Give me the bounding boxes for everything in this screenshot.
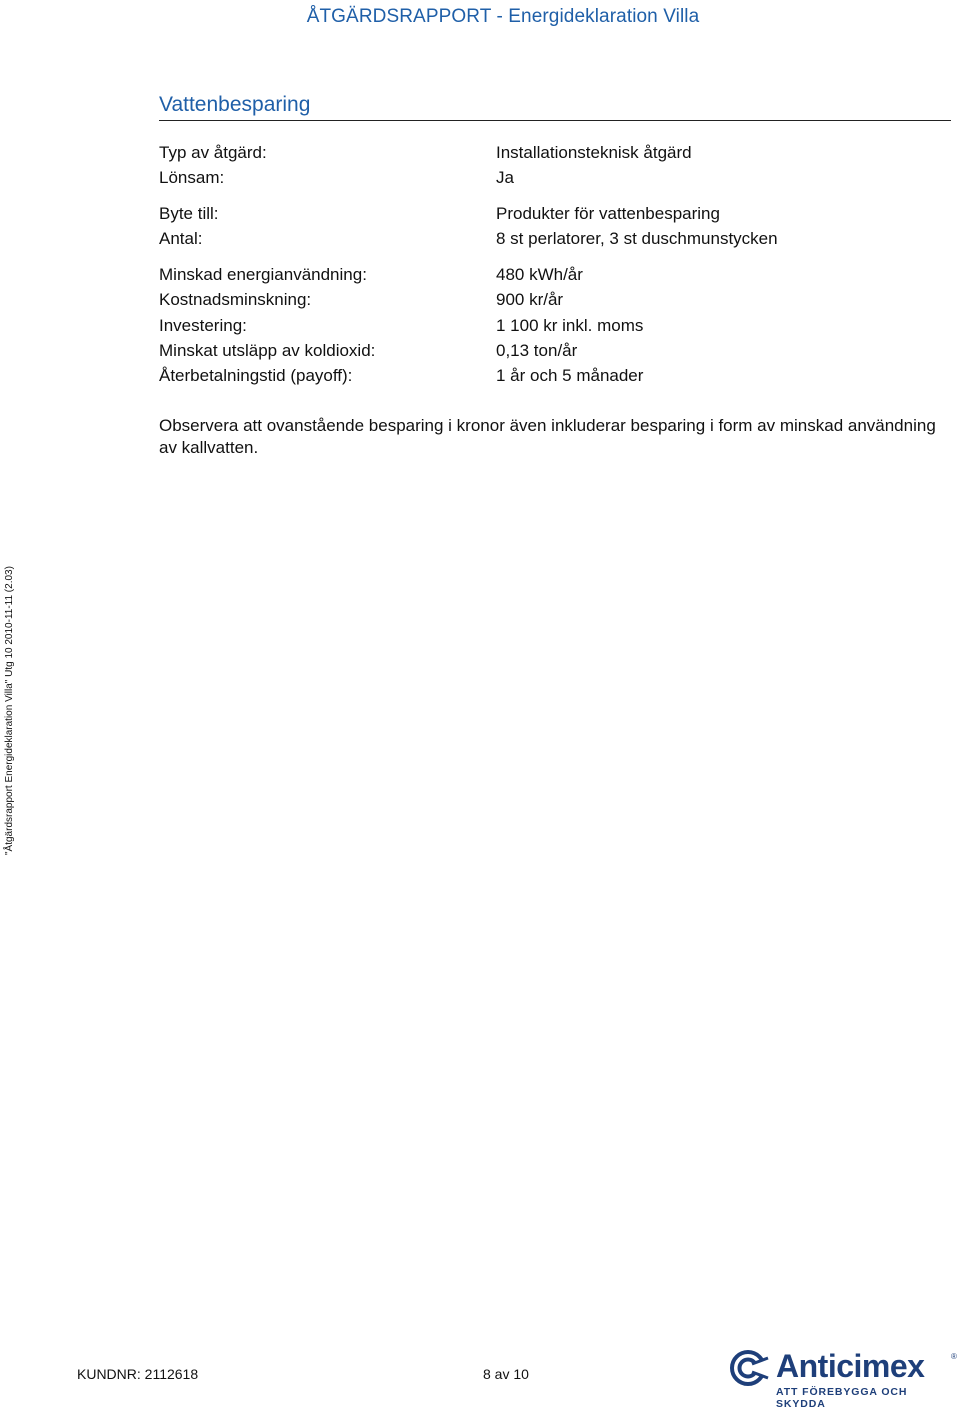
field-value-type: Installationsteknisk åtgärd xyxy=(496,143,692,162)
customer-number: KUNDNR: 2112618 xyxy=(77,1366,199,1382)
anticimex-logo xyxy=(728,1348,958,1410)
field-value-cost-reduction: 900 kr/år xyxy=(496,290,564,309)
field-label-cost-reduction: Kostnadsminskning: xyxy=(159,290,312,309)
side-version-text: "Åtgärdsrapport Energideklaration Villa" Utg 10 2010-11-11 (2.03) xyxy=(4,566,15,855)
page-number: 8 av 10 xyxy=(483,1366,529,1382)
field-label-energy-reduction: Minskad energianvändning: xyxy=(159,265,367,284)
field-value-investment: 1 100 kr inkl. moms xyxy=(496,316,644,335)
section-divider xyxy=(159,120,951,121)
field-label-co2: Minskat utsläpp av koldioxid: xyxy=(159,341,376,360)
report-header-title: ÅTGÄRDSRAPPORT - Energideklaration Villa xyxy=(306,6,700,27)
section-title: Vattenbesparing xyxy=(159,93,311,116)
field-value-co2: 0,13 ton/år xyxy=(496,341,578,360)
field-label-profitable: Lönsam: xyxy=(159,168,225,187)
field-value-profitable: Ja xyxy=(496,168,514,187)
anticimex-logo-icon xyxy=(728,1350,772,1386)
field-label-replace: Byte till: xyxy=(159,204,219,223)
field-value-energy-reduction: 480 kWh/år xyxy=(496,265,583,284)
anticimex-tagline: ATT FÖREBYGGA OCH SKYDDA xyxy=(776,1386,908,1410)
field-value-quantity: 8 st perlatorer, 3 st duschmunstycken xyxy=(496,229,778,248)
field-value-replace: Produkter för vattenbesparing xyxy=(496,204,720,223)
field-value-payoff: 1 år och 5 månader xyxy=(496,366,644,385)
registered-mark: ® xyxy=(951,1352,957,1361)
field-label-type: Typ av åtgärd: xyxy=(159,143,267,162)
field-label-quantity: Antal: xyxy=(159,229,203,248)
field-label-payoff: Återbetalningstid (payoff): xyxy=(159,366,353,385)
anticimex-logo-name: Anticimex xyxy=(776,1348,925,1384)
field-label-investment: Investering: xyxy=(159,316,247,335)
note-text: Observera att ovanstående besparing i kronor även inkluderar besparing i form av minskad användning av kallvatten. xyxy=(159,416,936,457)
